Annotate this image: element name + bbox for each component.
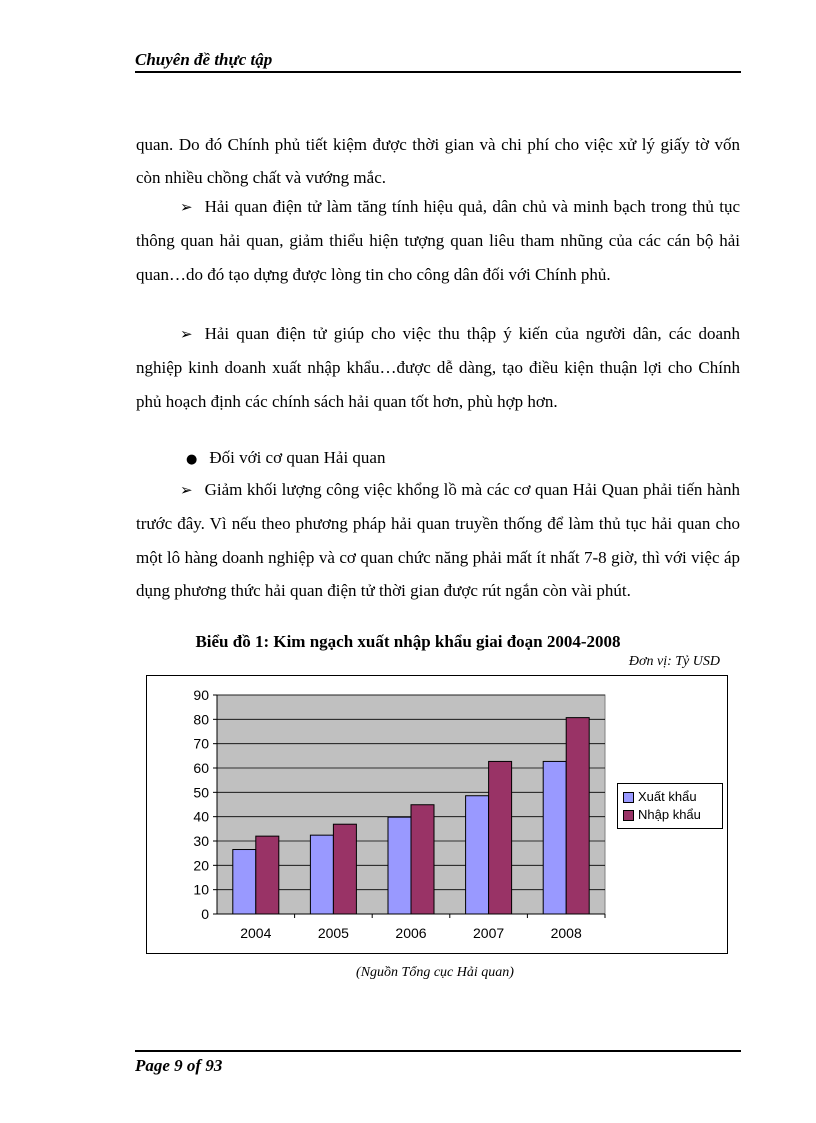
chart-source: (Nguồn Tổng cục Hải quan): [356, 965, 514, 980]
y-tick-label: 30: [193, 833, 209, 849]
y-tick-label: 40: [193, 808, 209, 825]
y-tick-label: 50: [193, 784, 209, 801]
bullet-heading: [136, 441, 740, 476]
x-tick-label: 2007: [473, 925, 505, 941]
y-tick-label: 20: [193, 857, 209, 874]
legend-swatch-import: [623, 810, 634, 821]
paragraph-2: [136, 190, 740, 291]
paragraph-4: [136, 473, 740, 607]
y-tick-label: 80: [193, 711, 209, 728]
y-tick-label: 60: [193, 760, 209, 776]
arrow-bullet-icon: ➢: [180, 325, 193, 343]
chart-legend: [617, 783, 723, 829]
x-tick-label: 2006: [395, 925, 427, 941]
y-tick-label: 90: [193, 687, 209, 703]
paragraph-4-text: Giảm khối lượng công việc khổng lồ mà các cơ quan Hải Quan phải tiến hành trước đây. Vì nếu theo phương pháp hải quan truyền thống để làm thủ tục hải quan cho một lô hàng doanh nghiệp và cơ quan chức năng phải mất ít nhất 7-8 giờ, thì với việc áp dụng phương thức hải quan điện tử thời gian được rút ngắn còn vài phút.: [136, 480, 740, 600]
bullet-dot-icon: ●: [186, 452, 198, 467]
legend-item-import: [623, 807, 701, 823]
paragraph-3-text: Hải quan điện tử giúp cho việc thu thập ý kiến của người dân, các doanh nghiệp kinh doanh xuất nhập khẩu…được dễ dàng, tạo điều kiện thuận lợi cho Chính phủ hoạch định các chính sách hải quan tốt hơn, phù hợp hơn.: [136, 324, 740, 411]
y-tick-label: 10: [193, 881, 209, 898]
arrow-bullet-icon: ➢: [180, 198, 193, 216]
legend-label-import: Nhập khẩu: [638, 807, 701, 822]
footer-divider: [135, 1050, 741, 1052]
x-tick-label: 2005: [317, 925, 349, 941]
legend-label-export: Xuất khẩu: [638, 789, 697, 804]
bar-export-2004: [233, 850, 256, 914]
header-divider: [135, 71, 741, 73]
bar-import-2006: [411, 805, 434, 914]
chart-unit: Đơn vị: Tỷ USD: [628, 654, 720, 669]
legend-swatch-export: [623, 792, 634, 803]
arrow-bullet-icon: ➢: [180, 481, 193, 499]
paragraph-3: [136, 317, 740, 418]
paragraph-1: quan. Do đó Chính phủ tiết kiệm được thời gian và chi phí cho việc xử lý giấy tờ vốn còn nhiều chồng chất và vướng mắc.: [136, 135, 740, 188]
legend-item-export: [623, 789, 697, 805]
page-header-title: Chuyên đề thực tập: [135, 50, 273, 69]
bar-export-2007: [466, 796, 489, 914]
x-tick-label: 2008: [550, 925, 582, 941]
y-tick-label: 70: [193, 735, 209, 752]
bar-import-2004: [256, 836, 279, 914]
bar-import-2005: [333, 824, 356, 914]
chart-title: Biểu đồ 1: Kim ngạch xuất nhập khẩu giai đoạn 2004-2008: [195, 632, 621, 651]
bar-export-2008: [543, 761, 566, 914]
bar-export-2006: [388, 817, 411, 914]
bar-export-2005: [310, 835, 333, 914]
y-tick-label: 0: [201, 906, 209, 922]
x-tick-label: 2004: [240, 925, 272, 941]
bullet-heading-text: Đối với cơ quan Hải quan: [209, 448, 386, 467]
bar-import-2007: [489, 761, 512, 914]
paragraph-2-text: Hải quan điện tử làm tăng tính hiệu quả, dân chủ và minh bạch trong thủ tục thông quan hải quan, giảm thiểu hiện tượng quan liêu tham nhũng của các cán bộ hải quan…do đó tạo dựng được lòng tin cho công dân đối với Chính phủ.: [136, 197, 740, 284]
page-number: Page 9 of 93: [135, 1056, 223, 1075]
bar-import-2008: [566, 718, 589, 914]
